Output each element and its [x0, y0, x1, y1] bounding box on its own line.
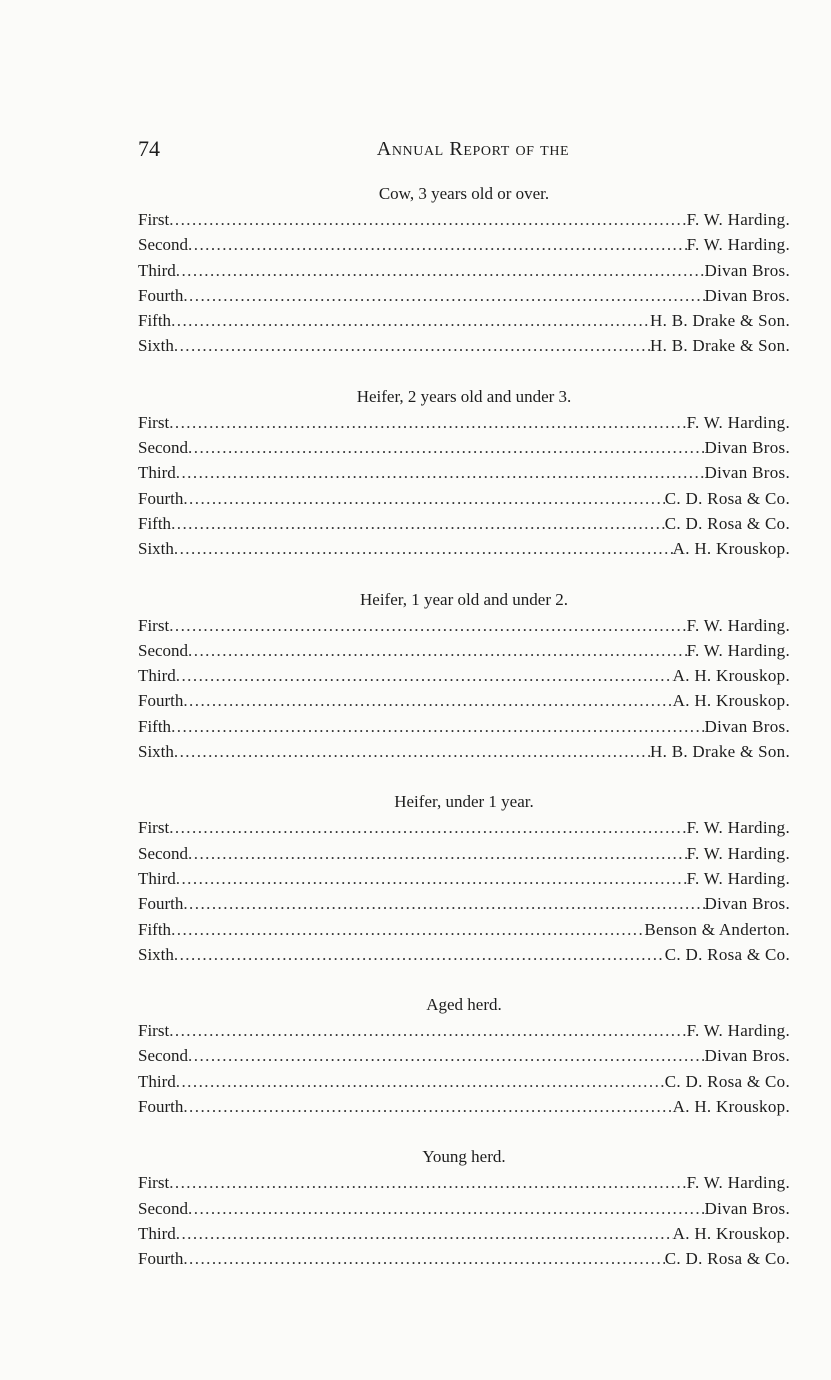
dot-leader: [171, 714, 704, 739]
award-row: [138, 688, 790, 713]
place-label: Fifth: [138, 919, 172, 939]
place-label: Fifth: [138, 716, 172, 736]
place-label: Fourth: [138, 285, 184, 305]
winner-name: A. H. Krouskop.: [672, 539, 790, 559]
winner-name: F. W. Harding.: [686, 235, 790, 255]
place-label: Fourth: [138, 691, 184, 711]
award-row: [138, 815, 790, 840]
place-label: Fourth: [138, 1097, 184, 1117]
award-row: [138, 511, 790, 536]
place-label: Third: [138, 260, 176, 280]
dot-leader: [169, 613, 686, 638]
dot-leader: [176, 1069, 665, 1094]
place-label: Second: [138, 438, 189, 458]
dot-leader: [176, 866, 687, 891]
award-section: [138, 788, 790, 967]
winner-name: A. H. Krouskop.: [672, 1223, 790, 1243]
place-label: Sixth: [138, 944, 174, 964]
winner-name: F. W. Harding.: [686, 843, 790, 863]
winner-name: F. W. Harding.: [686, 1173, 790, 1193]
place-label: Sixth: [138, 539, 174, 559]
award-row: [138, 638, 790, 663]
award-row: [138, 283, 790, 308]
winner-name: F. W. Harding.: [686, 210, 790, 229]
running-head: Annual Report of the: [376, 138, 570, 160]
winner-name: A. H. Krouskop.: [672, 691, 790, 711]
dot-leader: [188, 638, 687, 663]
place-label: Second: [138, 235, 189, 255]
winner-name: Benson & Anderton.: [644, 919, 790, 939]
place-label: Third: [138, 868, 176, 888]
winner-name: Divan Bros.: [704, 716, 790, 736]
award-row: [138, 841, 790, 866]
place-label: Third: [138, 1223, 176, 1243]
place-label: First: [138, 615, 170, 635]
award-row: [138, 1196, 790, 1221]
winner-name: C. D. Rosa & Co.: [664, 1249, 790, 1269]
award-section: [138, 586, 790, 765]
place-label: Fifth: [138, 311, 172, 331]
dot-leader: [171, 917, 644, 942]
section-title: Heifer, 1 year old and under 2.: [360, 589, 568, 609]
place-label: Fourth: [138, 894, 184, 914]
winner-name: Divan Bros.: [704, 285, 790, 305]
award-row: [138, 333, 790, 358]
dot-leader: [174, 333, 650, 358]
award-row: [138, 613, 790, 638]
dot-leader: [183, 1094, 672, 1119]
section-title: Young herd.: [422, 1147, 506, 1167]
winner-name: F. W. Harding.: [686, 1021, 790, 1041]
award-sections: [138, 180, 790, 1272]
dot-leader: [171, 308, 650, 333]
dot-leader: [183, 1246, 664, 1271]
dot-leader: [174, 942, 665, 967]
award-section: [138, 1143, 790, 1271]
winner-name: Divan Bros.: [704, 438, 790, 458]
winner-name: C. D. Rosa & Co.: [664, 513, 790, 533]
place-label: Third: [138, 463, 176, 483]
place-label: Third: [138, 666, 176, 686]
dot-leader: [176, 258, 705, 283]
dot-leader: [183, 283, 704, 308]
dot-leader: [176, 460, 705, 485]
winner-name: Divan Bros.: [704, 463, 790, 483]
winner-name: F. W. Harding.: [686, 868, 790, 888]
award-row: [138, 917, 790, 942]
dot-leader: [183, 891, 704, 916]
winner-name: Divan Bros.: [704, 260, 790, 280]
place-label: Fourth: [138, 488, 184, 508]
page-header: [138, 136, 790, 164]
dot-leader: [188, 841, 687, 866]
award-row: [138, 232, 790, 257]
winner-name: C. D. Rosa & Co.: [664, 944, 790, 964]
dot-leader: [183, 486, 664, 511]
award-row: [138, 435, 790, 460]
award-row: [138, 460, 790, 485]
winner-name: C. D. Rosa & Co.: [664, 1071, 790, 1091]
dot-leader: [188, 1043, 704, 1068]
award-row: [138, 1094, 790, 1119]
dot-leader: [176, 1221, 673, 1246]
place-label: Sixth: [138, 336, 174, 356]
winner-name: H. B. Drake & Son.: [650, 742, 790, 762]
award-section: [138, 991, 790, 1119]
award-row: [138, 866, 790, 891]
dot-leader: [188, 435, 704, 460]
winner-name: A. H. Krouskop.: [672, 1097, 790, 1117]
award-row: [138, 258, 790, 283]
award-row: [138, 486, 790, 511]
place-label: First: [138, 412, 170, 432]
award-section: [138, 383, 790, 562]
dot-leader: [188, 1196, 704, 1221]
award-row: [138, 1170, 790, 1195]
award-row: [138, 891, 790, 916]
place-label: Second: [138, 640, 189, 660]
page-number: 74: [138, 136, 160, 161]
winner-name: A. H. Krouskop.: [672, 666, 790, 686]
place-label: First: [138, 1021, 170, 1041]
dot-leader: [174, 536, 673, 561]
award-section: [138, 180, 790, 359]
place-label: Sixth: [138, 742, 174, 762]
award-row: [138, 1018, 790, 1043]
place-label: Second: [138, 843, 189, 863]
place-label: First: [138, 818, 170, 838]
award-row: [138, 663, 790, 688]
winner-name: F. W. Harding.: [686, 818, 790, 838]
dot-leader: [169, 410, 686, 435]
award-row: [138, 1221, 790, 1246]
winner-name: Divan Bros.: [704, 894, 790, 914]
award-row: [138, 308, 790, 333]
section-title: Heifer, under 1 year.: [394, 792, 534, 812]
dot-leader: [171, 511, 665, 536]
award-row: [138, 536, 790, 561]
winner-name: F. W. Harding.: [686, 640, 790, 660]
award-row: [138, 739, 790, 764]
winner-name: C. D. Rosa & Co.: [664, 488, 790, 508]
award-row: [138, 1246, 790, 1271]
place-label: Third: [138, 1071, 176, 1091]
winner-name: F. W. Harding.: [686, 615, 790, 635]
place-label: Fourth: [138, 1249, 184, 1269]
place-label: First: [138, 1173, 170, 1193]
winner-name: Divan Bros.: [704, 1046, 790, 1066]
dot-leader: [169, 207, 686, 232]
award-row: [138, 714, 790, 739]
section-title: Aged herd.: [426, 995, 502, 1015]
award-row: [138, 942, 790, 967]
section-title: Heifer, 2 years old and under 3.: [356, 386, 572, 406]
award-row: [138, 1043, 790, 1068]
place-label: Second: [138, 1198, 189, 1218]
dot-leader: [174, 739, 650, 764]
award-row: [138, 1069, 790, 1094]
dot-leader: [169, 1018, 686, 1043]
place-label: Fifth: [138, 513, 172, 533]
dot-leader: [169, 1170, 686, 1195]
award-row: [138, 207, 790, 232]
winner-name: H. B. Drake & Son.: [650, 311, 790, 331]
winner-name: H. B. Drake & Son.: [650, 336, 790, 356]
dot-leader: [169, 815, 686, 840]
dot-leader: [188, 232, 687, 257]
award-row: [138, 410, 790, 435]
place-label: First: [138, 210, 170, 229]
place-label: Second: [138, 1046, 189, 1066]
dot-leader: [176, 663, 673, 688]
winner-name: Divan Bros.: [704, 1198, 790, 1218]
section-title: Cow, 3 years old or over.: [378, 184, 550, 203]
dot-leader: [183, 688, 672, 713]
winner-name: F. W. Harding.: [686, 412, 790, 432]
